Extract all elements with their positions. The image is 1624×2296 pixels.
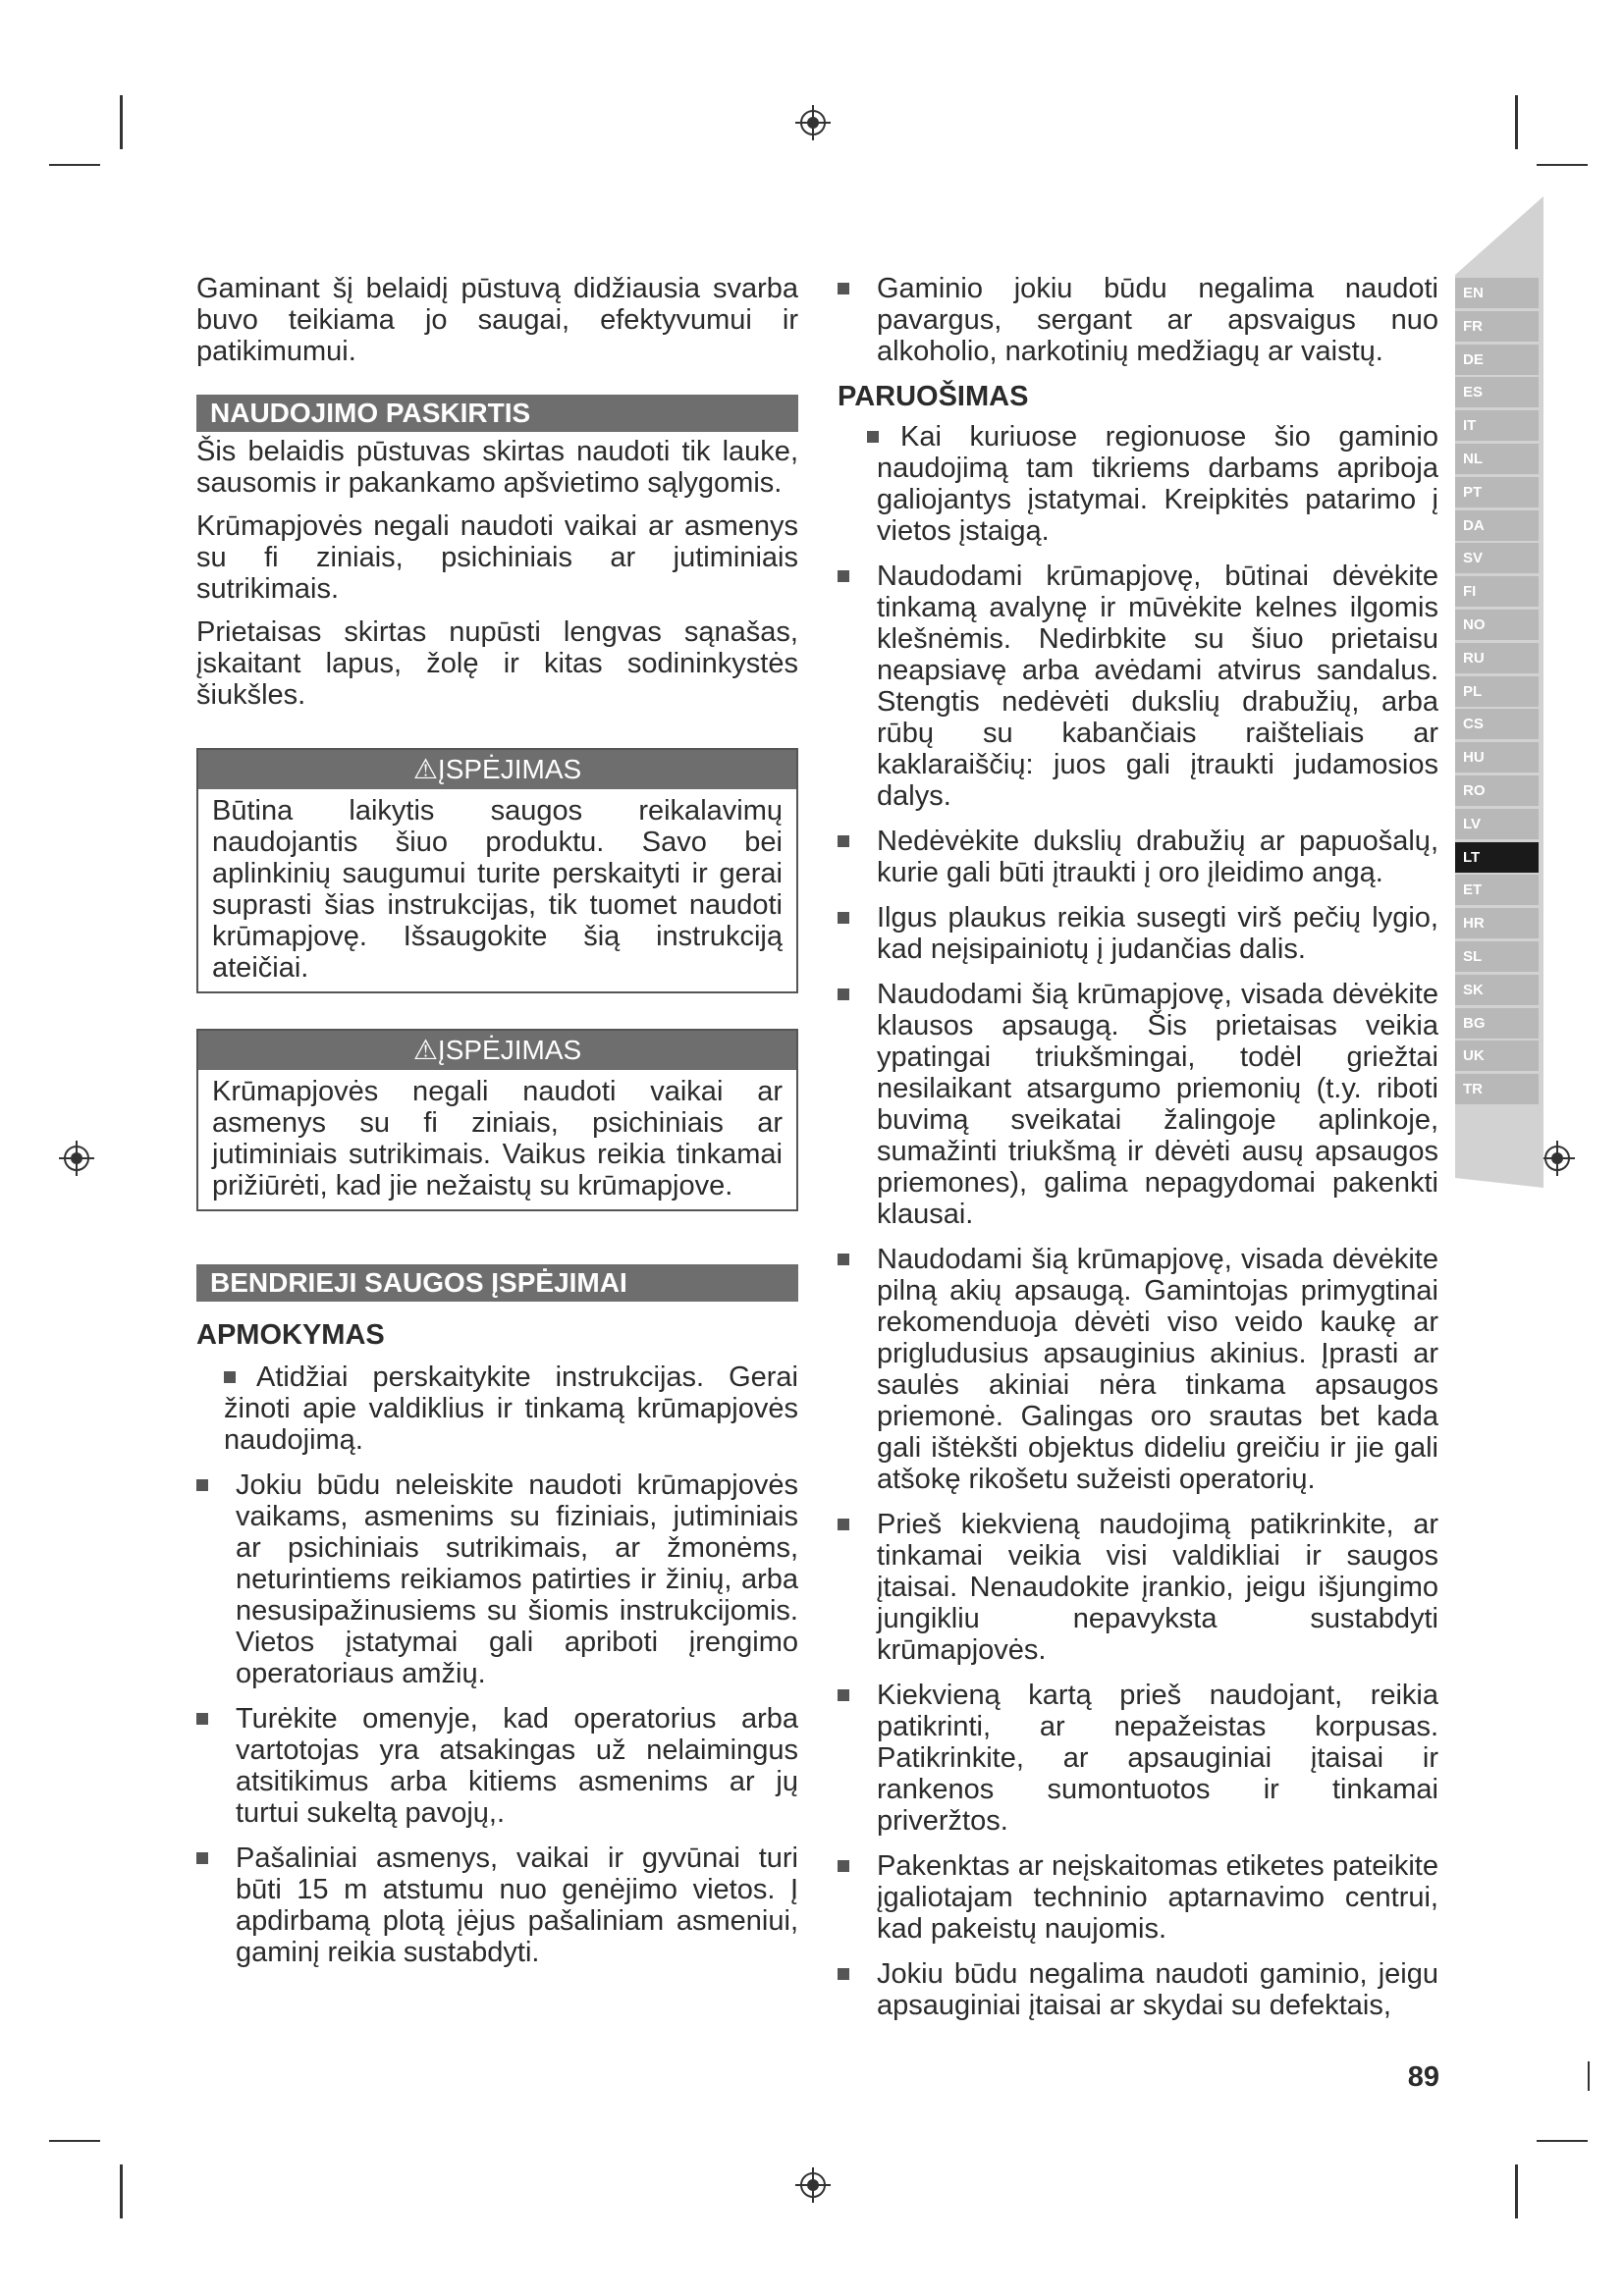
subsection-title-training: APMOKYMAS: [196, 1319, 385, 1351]
list-item-text: Nedėvėkite dukslių drabužių ar papuošalų, kurie gali būti įtraukti į oro įleidimo angą.: [877, 826, 1438, 888]
crop-mark: [1515, 95, 1518, 149]
language-tab-hu[interactable]: HU: [1455, 742, 1539, 773]
bullet-icon: [867, 431, 879, 443]
list-item-text: Turėkite omenyje, kad operatorius arba vartotojas yra atsakingas už nelaimingus atsitikimus arba kitiems asmenims ar jų turtui sukeltą pavojų,.: [236, 1703, 798, 1829]
list-item-text: Kiekvieną kartą prieš naudojant, reikia patikrinti, ar nepažeistas korpusas. Patikrinkite, ar apsauginiai įtaisai ir rankenos sumontuotos ir tinkamai priveržtos.: [877, 1680, 1438, 1837]
list-item: [838, 826, 1438, 888]
crop-mark: [49, 164, 100, 166]
language-tab-nl[interactable]: NL: [1455, 444, 1539, 474]
language-tab-sl[interactable]: SL: [1455, 941, 1539, 972]
language-tab-ro[interactable]: RO: [1455, 775, 1539, 806]
list-item-text: Naudodami šią krūmapjovę, visada dėvėkite klausos apsaugą. Šis prietaisas veikia ypatingai triukšmingai, todėl griežtai nesilaikant atsargumo priemonių (t.y. riboti buvimą sveikatai žalingoje aplinkoje, sumažinti triukšmą ir dėvėti ausų apsaugos priemones), galima nepagydomai pakenkti klausai.: [877, 979, 1438, 1230]
section-title-general-safety: BENDRIEJI SAUGOS ĮSPĖJIMAI: [196, 1264, 798, 1302]
list-item-text: Kai kuriuose regionuose šio gaminio naudojimą tam tikriems darbams apriboja galiojantys įstatymai. Kreipkitės patarimo į vietos įstaigą.: [877, 421, 1438, 547]
crop-mark: [1537, 2140, 1588, 2142]
page-number: 89: [1407, 2061, 1439, 2093]
list-item: [196, 1362, 798, 1456]
language-tab-no[interactable]: NO: [1455, 610, 1539, 640]
warning-header: [198, 1031, 796, 1070]
language-tab-sv[interactable]: SV: [1455, 543, 1539, 573]
language-tab-pt[interactable]: PT: [1455, 477, 1539, 507]
list-item: [196, 1469, 798, 1689]
bullet-icon: [838, 1968, 849, 1980]
bullet-icon: [196, 1852, 208, 1864]
language-tab-hr[interactable]: HR: [1455, 908, 1539, 938]
language-tab-lv[interactable]: LV: [1455, 809, 1539, 839]
crop-mark: [120, 2164, 123, 2218]
language-tab-da[interactable]: DA: [1455, 510, 1539, 541]
bullet-icon: [838, 283, 849, 294]
bullet-icon: [838, 835, 849, 847]
language-tab-bg[interactable]: BG: [1455, 1008, 1539, 1039]
language-tab-ru[interactable]: RU: [1455, 643, 1539, 673]
list-item: [196, 1703, 798, 1829]
list-item: [838, 1850, 1438, 1945]
crop-mark: [120, 95, 123, 149]
bullet-icon: [838, 1519, 849, 1530]
list-item-text: Naudodami krūmapjovę, būtinai dėvėkite tinkamą avalynę ir mūvėkite kelnes ilgomis klešnėmis. Nedirbkite su šiuo prietaisu neapsiavę arba avėdami atvirus sandalus. Stengtis nedėvėti dukslių drabužių, arba rūbų su kabančiais raišteliais ar kaklaraiščių: juos gali įtraukti judamosios dalys.: [877, 561, 1438, 812]
language-tab-tr[interactable]: TR: [1455, 1074, 1539, 1104]
list-item-text: Jokiu būdu negalima naudoti gaminio, jeigu apsauginiai įtaisai ar skydai su defektais,: [877, 1958, 1438, 2021]
registration-mark-icon: [795, 2167, 831, 2203]
warning-header: [198, 750, 796, 789]
list-item: [838, 561, 1438, 812]
list-item: [838, 1680, 1438, 1837]
language-tab-de[interactable]: DE: [1455, 345, 1539, 375]
language-tab-et[interactable]: ET: [1455, 875, 1539, 905]
list-item: [838, 902, 1438, 965]
language-tab-sk[interactable]: SK: [1455, 975, 1539, 1005]
warning-title: ĮSPĖJIMAS: [437, 754, 582, 784]
list-item-text: Atidžiai perskaitykite instrukcijas. Gerai žinoti apie valdiklius ir tinkamą krūmapjovės naudojimą.: [224, 1362, 798, 1456]
warning-text: Būtina laikytis saugos reikalavimų naudojantis šiuo produktu. Savo bei aplinkinių saugumui turite perskaityti ir gerai suprasti šias instrukcijas, tik tuomet naudoti krūmapjovę. Išsaugokite šią instrukciją ateičiai.: [212, 795, 783, 984]
subsection-title-preparation: PARUOŠIMAS: [838, 381, 1029, 412]
language-tab-uk[interactable]: UK: [1455, 1041, 1539, 1071]
list-item: [838, 421, 1438, 547]
list-item: [838, 1244, 1438, 1495]
registration-mark-icon: [1540, 1141, 1575, 1176]
list-item-text: Pakenktas ar neįskaitomas etiketes pateikite įgaliotajam techninio aptarnavimo centrui, kad pakeistų naujomis.: [877, 1850, 1438, 1945]
language-tab-lt[interactable]: LT: [1455, 842, 1539, 873]
registration-mark-icon: [59, 1141, 94, 1176]
list-item-text: Naudodami šią krūmapjovę, visada dėvėkite pilną akių apsaugą. Gamintojas primygtinai rekomenduoja dėvėti viso veido kaukę ar prigludusius apsauginius akinius. Įprasti ar saulės akiniai nėra tinkama apsaugos priemonė. Galingas oro srautas bet kada gali ištėkšti objektus dideliu greičiu ir jie gali atšokę rikošetu sužeisti operatorių.: [877, 1244, 1438, 1495]
purpose-paragraph: Šis belaidis pūstuvas skirtas naudoti tik lauke, sausomis ir pakankamo apšvietimo sąlygomis.: [196, 436, 798, 499]
section-title-purpose: NAUDOJIMO PASKIRTIS: [196, 395, 798, 432]
list-item-text: Prieš kiekvieną naudojimą patikrinkite, ar tinkamai veikia visi valdikliai ir saugos įtaisai. Nenaudokite įrankio, jeigu išjungimo jungikliu nepavyksta sustabdyti krūmapjovės.: [877, 1509, 1438, 1666]
language-tab-cs[interactable]: CS: [1455, 709, 1539, 739]
crop-mark: [1515, 2164, 1518, 2218]
language-tab-fr[interactable]: FR: [1455, 311, 1539, 342]
warning-text: Krūmapjovės negali naudoti vaikai ar asmenys su fi ziniais, psichiniais ar jutiminiais sutrikimais. Vaikus reikia tinkamai prižiūrėti, kad jie nežaistų su krūmapjove.: [212, 1076, 783, 1201]
bullet-icon: [838, 912, 849, 924]
crop-mark: [1588, 2061, 1590, 2091]
registration-mark-icon: [795, 105, 831, 140]
crop-mark: [49, 2140, 100, 2142]
right-column: [838, 273, 1438, 2035]
list-item: [196, 1842, 798, 1968]
crop-mark: [1537, 164, 1588, 166]
list-item-text: Jokiu būdu neleiskite naudoti krūmapjovės vaikams, asmenims su fiziniais, jutiminiais ar psichiniais sutrikimais, ar žmonėms, neturintiems reikiamos patirties ir žinių, arba nesusipažinusiems su šiomis instrukcijomis. Vietos įstatymai gali apriboti įrengimo operatoriaus amžių.: [236, 1469, 798, 1689]
purpose-paragraph: Krūmapjovės negali naudoti vaikai ar asmenys su fi ziniais, psichiniais ar jutiminiais sutrikimais.: [196, 510, 798, 605]
intro-paragraph: Gaminant šį belaidį pūstuvą didžiausia svarba buvo teikiama jo saugai, efektyvumui ir patikimumui.: [196, 273, 798, 367]
list-item: [838, 273, 1438, 367]
bullet-icon: [838, 570, 849, 582]
bullet-icon: [224, 1371, 236, 1383]
warning-box: [196, 748, 798, 993]
warning-icon: ⚠: [412, 754, 438, 784]
warning-icon: ⚠: [412, 1035, 438, 1065]
list-item: [838, 1958, 1438, 2021]
bullet-icon: [838, 1689, 849, 1701]
list-item: [838, 979, 1438, 1230]
language-tab-pl[interactable]: PL: [1455, 676, 1539, 707]
preparation-list: [838, 421, 1438, 2021]
list-item-text: Ilgus plaukus reikia susegti virš pečių lygio, kad neįsipainiotų į judančias dalis.: [877, 902, 1438, 965]
warning-title: ĮSPĖJIMAS: [437, 1035, 582, 1065]
bullet-icon: [838, 1254, 849, 1265]
language-tab-it[interactable]: IT: [1455, 410, 1539, 441]
bullet-icon: [196, 1713, 208, 1725]
language-tab-en[interactable]: EN: [1455, 278, 1539, 308]
training-list: [196, 1362, 798, 1968]
left-column: [196, 273, 798, 1982]
language-tab-es[interactable]: ES: [1455, 377, 1539, 407]
language-tab-fi[interactable]: FI: [1455, 576, 1539, 607]
list-item-text: Pašaliniai asmenys, vaikai ir gyvūnai turi būti 15 m atstumu nuo genėjimo vietos. Į apdirbamą plotą įėjus pašaliniam asmeniui, gaminį reikia sustabdyti.: [236, 1842, 798, 1968]
bullet-icon: [196, 1479, 208, 1491]
list-item-text: Gaminio jokiu būdu negalima naudoti pavargus, sergant ar apsvaigus nuo alkoholio, narkotinių medžiagų ar vaistų.: [877, 273, 1438, 367]
bullet-icon: [838, 988, 849, 1000]
purpose-paragraph: Prietaisas skirtas nupūsti lengvas sąnašas, įskaitant lapus, žolę ir kitas sodininkystės šiukšles.: [196, 616, 798, 711]
bullet-icon: [838, 1860, 849, 1872]
warning-box: [196, 1029, 798, 1211]
list-item: [838, 1509, 1438, 1666]
